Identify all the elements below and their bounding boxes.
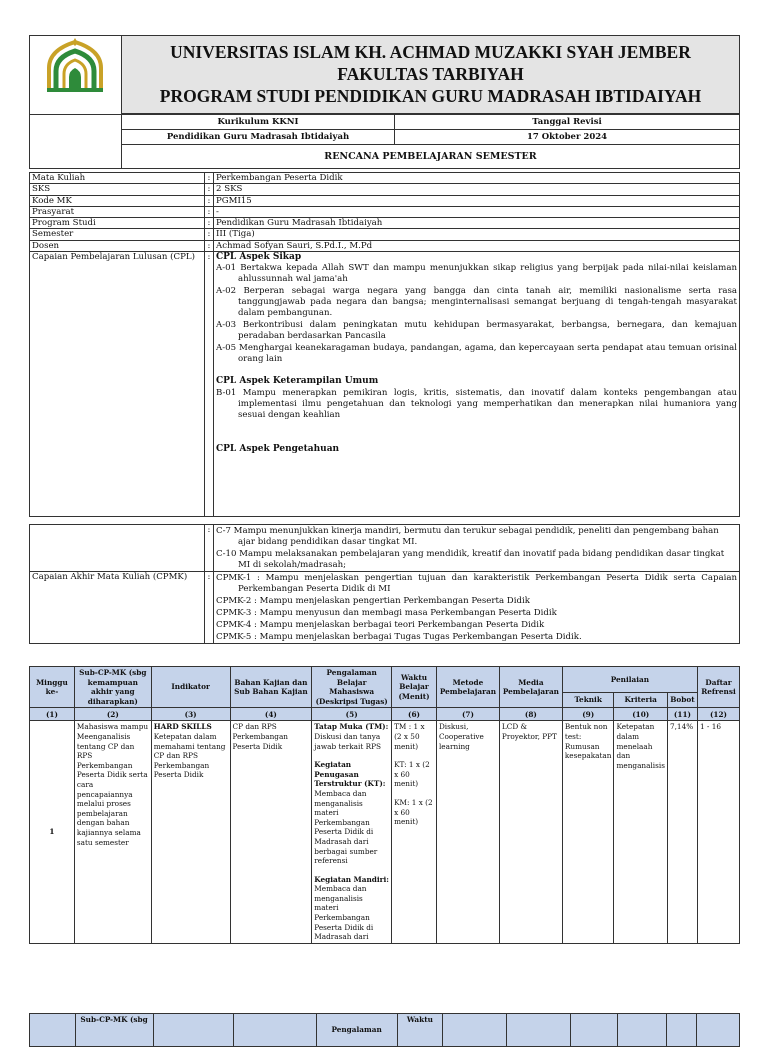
info-row — [30, 184, 740, 195]
km-title: Kegiatan Mandiri: — [314, 874, 389, 884]
info-row — [30, 173, 740, 184]
header-pengalaman: Pengalaman Belajar Mahasiswa (Deskripsi Tugas) — [312, 667, 392, 708]
week-number: 1 — [30, 721, 75, 943]
media-cell: LCD & Proyektor, PPT — [499, 721, 562, 943]
info-label: Program Studi — [30, 218, 205, 229]
header-waktu-2: Waktu — [397, 1014, 443, 1047]
info-value: Pendidikan Guru Madrasah Ibtidaiyah — [214, 218, 740, 229]
column-number: (8) — [499, 708, 562, 721]
header-penilaian: Penilaian — [562, 667, 697, 693]
header-bahan: Bahan Kajian dan Sub Bahan Kajian — [230, 667, 312, 708]
indikator-title: HARD SKILLS — [153, 722, 212, 732]
colon: : — [205, 195, 214, 206]
info-value: Perkembangan Peserta Didik — [214, 173, 740, 184]
program-name: PROGRAM STUDI PENDIDIKAN GURU MADRASAH IBTIDAIYAH — [159, 86, 702, 107]
cpmk-list — [214, 572, 740, 644]
header-referensi: Daftar Refrensi — [697, 667, 739, 708]
cpl-pengetahuan-title: CPL Aspek Pengetahuan — [216, 443, 340, 454]
column-number: (9) — [562, 708, 614, 721]
colon: : — [205, 252, 214, 517]
list-item: A-01 Bertakwa kepada Allah SWT dan mampu menunjukkan sikap religius yang berpijak pada nilai-nilai keislaman ahlussunnah wal jama'ah — [216, 263, 737, 285]
header-waktu: Waktu Belajar (Menit) — [392, 667, 437, 708]
info-value: - — [214, 206, 740, 217]
list-item: B-01 Mampu menerapkan pemikiran logis, kritis, sistematis, dan inovatif dalam konteks pengembangan atau implementasi ilmu pengetahuan dan teknologi yang memperhatikan dan menerapkan nilai humaniora yang sesuai dengan keahlian — [216, 387, 737, 420]
university-logo-icon — [30, 36, 121, 110]
info-label: Semester — [30, 229, 205, 240]
cpl-row — [30, 252, 740, 517]
header-referensi-2 — [697, 1014, 740, 1047]
info-value: III (Tiga) — [214, 229, 740, 240]
tm-title: Tatap Muka (TM): — [314, 722, 389, 732]
info-value: 2 SKS — [214, 184, 740, 195]
cpl-umum-title: CPL Aspek Keterampilan Umum — [216, 376, 379, 387]
indikator-text: Ketepatan dalam memahami tentang CP dan RPS Perkembangan Peserta Didik — [153, 731, 226, 780]
kt-title: Kegiatan Penugasan Terstruktur (KT): — [314, 760, 386, 789]
pengalaman-cell — [312, 721, 392, 943]
header-empty-cell — [30, 115, 122, 169]
metode-cell: Diskusi, Cooperative learning — [436, 721, 499, 943]
logo-cell — [30, 36, 122, 115]
faculty-name: FAKULTAS TARBIYAH — [337, 64, 524, 85]
column-number: (1) — [30, 708, 75, 721]
tm-text: Diskusi dan tanya jawab terkait RPS — [314, 731, 381, 751]
cpl-cont-list — [214, 525, 740, 572]
list-item: CPMK-4 : Mampu menjelaskan berbagai teori Perkembangan Peserta Didik — [216, 620, 545, 630]
colon: : — [205, 173, 214, 184]
info-value: Achmad Sofyan Sauri, S.Pd.I., M.Pd — [214, 240, 740, 251]
column-number: (7) — [436, 708, 499, 721]
column-number-row — [30, 708, 740, 721]
bahan-cell: CP dan RPS Perkembangan Peserta Didik — [230, 721, 312, 943]
cpl-umum-list — [216, 388, 737, 421]
document-title: RENCANA PEMBELAJARAN SEMESTER — [122, 145, 740, 169]
header-kriteria-2 — [618, 1014, 667, 1047]
colon: : — [205, 229, 214, 240]
header-teknik: Teknik — [562, 692, 614, 708]
list-item: A-03 Berkontribusi dalam peningkatan mutu kehidupan bermasyarakat, berbangsa, bernegara, dan kemajuan peradaban berdasarkan Pancasila — [216, 320, 737, 342]
info-row — [30, 218, 740, 229]
header-kriteria: Kriteria — [614, 692, 668, 708]
kriteria-cell: Ketepatan dalam menelaah dan menganalisis — [614, 721, 668, 943]
kt-text: Membaca dan menganalisis materi Perkembangan Peserta Didik di Madrasah dari berbagai sumber referensi — [314, 788, 378, 866]
rps-table-next-page — [29, 1013, 740, 1047]
list-item: CPMK-5 : Mampu menjelaskan berbagai Tugas Tugas Perkembangan Peserta Didik. — [216, 632, 582, 642]
info-row — [30, 229, 740, 240]
waktu-tm: TM : 1 x (2 x 50 menit) — [394, 722, 425, 751]
document-header — [29, 35, 740, 169]
colon: : — [205, 206, 214, 217]
info-label: Mata Kuliah — [30, 173, 205, 184]
header-media: Media Pembelajaran — [499, 667, 562, 708]
empty-label — [30, 525, 205, 572]
header-subcpmk-2: Sub-CP-MK (sbg — [75, 1014, 153, 1047]
bobot-cell: 7,14% — [667, 721, 697, 943]
km-text: Membaca dan menganalisis materi Perkembangan Peserta Didik di Madrasah dari — [314, 884, 374, 942]
column-number: (12) — [697, 708, 739, 721]
list-item: C-7 Mampu menunjukkan kinerja mandiri, bermutu dan terukur sebagai pendidik, peneliti dan pengembang bahan ajar bidang pendidikan dasar tingkat MI. — [216, 526, 719, 547]
header-media-2 — [506, 1014, 570, 1047]
colon: : — [205, 218, 214, 229]
list-item: CPMK-1 : Mampu menjelaskan pengertian tujuan dan karakteristik Perkembangan Peserta Didik serta Capaian Perkembangan Peserta Didik di MI — [216, 573, 737, 594]
column-number: (6) — [392, 708, 437, 721]
column-number: (2) — [74, 708, 151, 721]
cpl-cont-row — [30, 525, 740, 572]
referensi-cell: 1 - 16 — [697, 721, 739, 943]
header-bobot-2 — [666, 1014, 696, 1047]
list-item: CPMK-2 : Mampu menjelaskan pengertian Perkembangan Peserta Didik — [216, 596, 530, 606]
course-info-continued — [29, 524, 740, 644]
waktu-kt: KT: 1 x (2 x 60 menit) — [394, 760, 430, 789]
column-number: (5) — [312, 708, 392, 721]
cpl-sikap-title: CPL Aspek Sikap — [216, 252, 302, 263]
header-metode-2 — [443, 1014, 507, 1047]
kurikulum-label: Kurikulum KKNI — [122, 115, 395, 130]
header-minggu-2 — [30, 1014, 76, 1047]
indikator-cell — [151, 721, 230, 943]
prodi-value: Pendidikan Guru Madrasah Ibtidaiyah — [122, 130, 395, 145]
list-item: CPMK-3 : Mampu menyusun dan membagi masa Perkembangan Peserta Didik — [216, 608, 557, 618]
colon: : — [205, 572, 214, 644]
cpl-sikap-list — [216, 263, 737, 365]
teknik-cell: Bentuk non test: Rumusan kesepakatan — [562, 721, 614, 943]
column-number: (11) — [667, 708, 697, 721]
header-indikator-2 — [153, 1014, 233, 1047]
column-number: (3) — [151, 708, 230, 721]
table-row — [30, 721, 740, 943]
subcpmk-cell: Mahasiswa mampu Meenganalisis tentang CP dan RPS Perkembangan Peserta Didik serta cara pencapaiannya melalui proses pembelajaran dengan bahan kajiannya selama satu semester — [74, 721, 151, 943]
column-number: (4) — [230, 708, 312, 721]
column-number: (10) — [614, 708, 668, 721]
header-subcpmk: Sub-CP-MK (sbg kemampuan akhir yang diharapkan) — [74, 667, 151, 708]
header-metode: Metode Pembelajaran — [436, 667, 499, 708]
tanggal-value: 17 Oktober 2024 — [395, 130, 740, 145]
info-label: Kode MK — [30, 195, 205, 206]
header-bobot: Bobot — [667, 692, 697, 708]
course-info-table — [29, 172, 740, 517]
info-label: Dosen — [30, 240, 205, 251]
info-label: SKS — [30, 184, 205, 195]
cpl-content — [214, 252, 740, 517]
header-bahan-2 — [233, 1014, 316, 1047]
list-item: A-05 Menghargai keanekaragaman budaya, pandangan, agama, dan kepercayaan serta pendapat atau temuan orisinal orang lain — [216, 343, 737, 365]
colon: : — [205, 184, 214, 195]
cpmk-row — [30, 572, 740, 644]
university-name: UNIVERSITAS ISLAM KH. ACHMAD MUZAKKI SYAH JEMBER — [170, 42, 691, 63]
info-row — [30, 195, 740, 206]
header-minggu: Minggu ke- — [30, 667, 75, 708]
waktu-km: KM: 1 x (2 x 60 menit) — [394, 797, 433, 827]
info-label: Prasyarat — [30, 206, 205, 217]
header-title-block — [122, 36, 740, 114]
colon: : — [205, 240, 214, 251]
rps-table — [29, 666, 740, 944]
header-indikator: Indikator — [151, 667, 230, 708]
info-value: PGMI15 — [214, 195, 740, 206]
cpl-label: Capaian Pembelajaran Lulusan (CPL) — [30, 252, 205, 517]
tanggal-label: Tanggal Revisi — [395, 115, 740, 130]
list-item: A-02 Berperan sebagai warga negara yang bangga dan cinta tanah air, memiliki nasionalisme serta rasa tanggungjawab pada negara dan bangsa; menginternalisasi semangat berjuang di tengah-tengah masyarakat dalam pembangunan. — [216, 286, 737, 319]
cpmk-label: Capaian Akhir Mata Kuliah (CPMK) — [30, 572, 205, 644]
info-row — [30, 206, 740, 217]
list-item: C-10 Mampu melaksanakan pembelajaran yang mendidik, kreatif dan inovatif pada bidang pendidikan dasar tingkat MI di sekolah/madrasah; — [216, 549, 725, 570]
waktu-cell — [392, 721, 437, 943]
info-row — [30, 240, 740, 251]
header-teknik-2 — [570, 1014, 618, 1047]
colon: : — [205, 525, 214, 572]
header-pengalaman-2: Pengalaman — [316, 1014, 397, 1047]
